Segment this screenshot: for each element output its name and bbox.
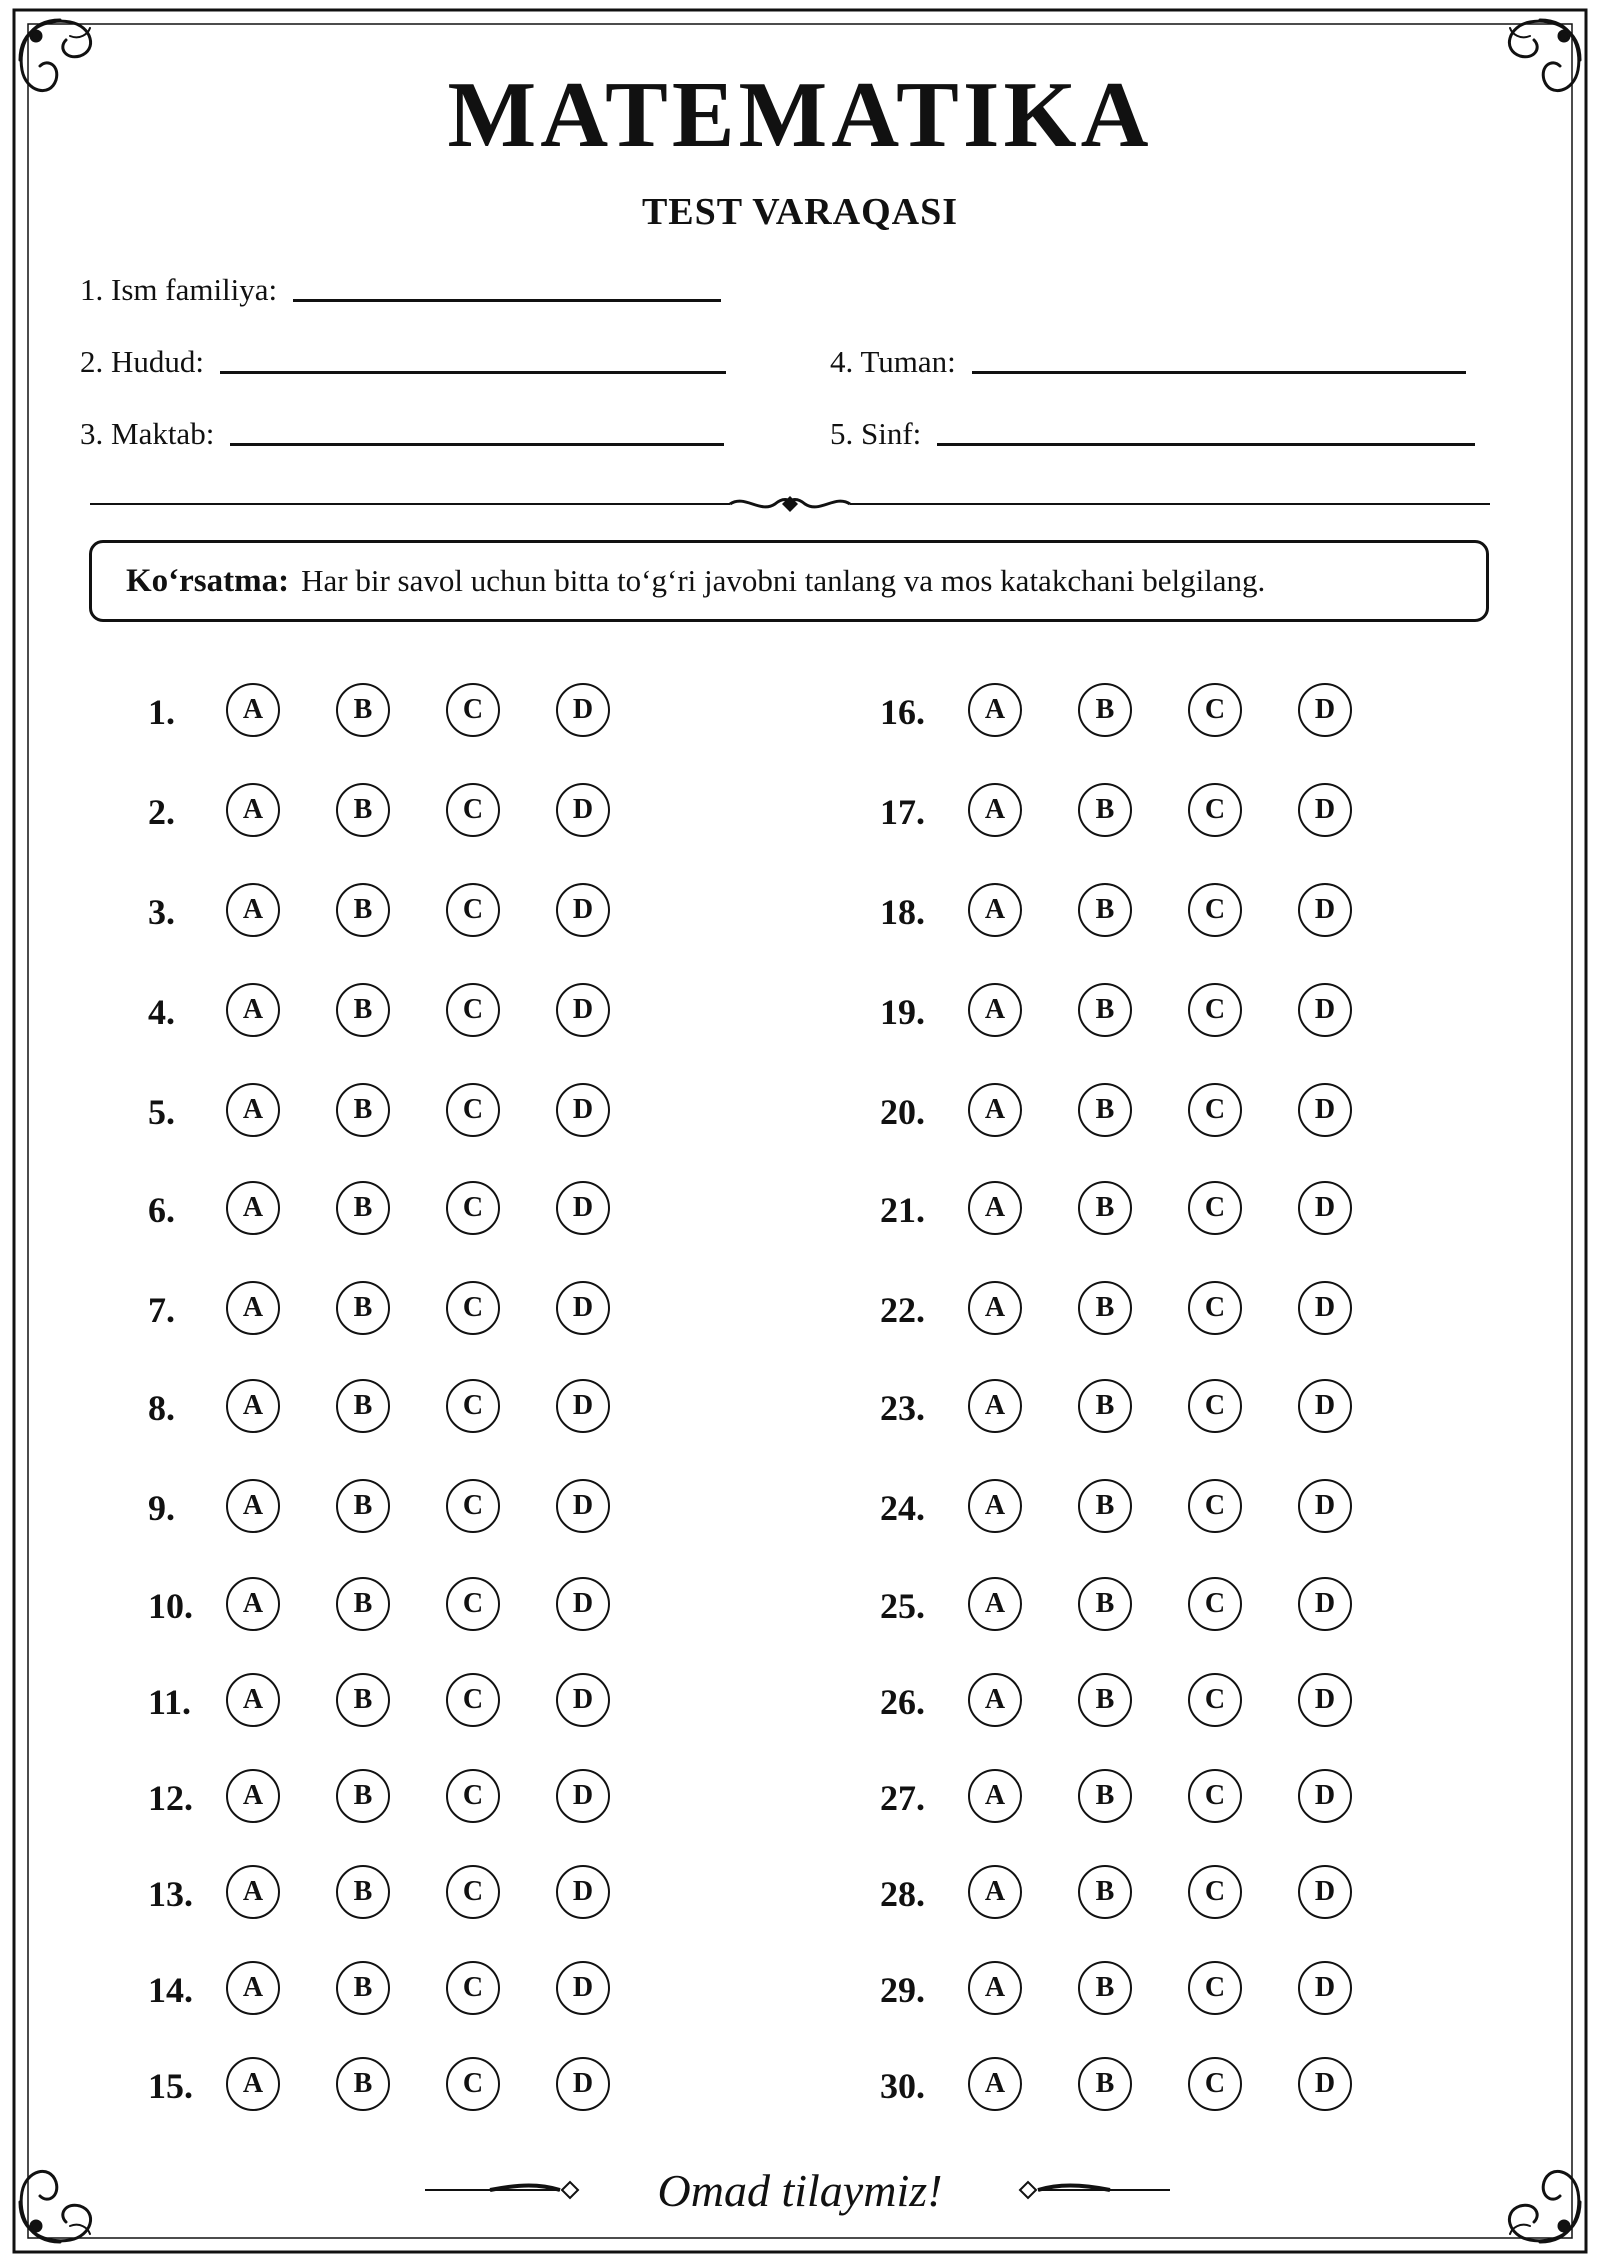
answer-bubble-a[interactable]: A <box>968 783 1022 837</box>
answer-bubble-a[interactable]: A <box>226 1769 280 1823</box>
question-row <box>880 1672 1480 1732</box>
field-tuman <box>830 344 1466 380</box>
question-row <box>148 1180 748 1240</box>
question-row <box>148 1576 748 1636</box>
answer-bubble-d[interactable]: D <box>1298 1181 1352 1235</box>
answer-bubble-c[interactable]: C <box>1188 2057 1242 2111</box>
class-input-line[interactable] <box>937 442 1475 446</box>
question-number: 10. <box>148 1586 193 1626</box>
question-row <box>148 682 748 742</box>
answer-bubble-a[interactable]: A <box>968 1865 1022 1919</box>
answer-bubble-a[interactable]: A <box>226 1281 280 1335</box>
answer-bubble-d[interactable]: D <box>1298 1281 1352 1335</box>
answer-bubble-c[interactable]: C <box>1188 1673 1242 1727</box>
answer-bubble-a[interactable]: A <box>226 1479 280 1533</box>
question-row <box>880 2056 1480 2116</box>
field-label: 2. Hudud: <box>80 344 204 379</box>
question-number: 17. <box>880 792 925 832</box>
answer-bubble-d[interactable]: D <box>1298 1479 1352 1533</box>
question-number: 13. <box>148 1874 193 1914</box>
answer-bubble-a[interactable]: A <box>968 1577 1022 1631</box>
answer-bubble-b[interactable]: B <box>1078 1865 1132 1919</box>
question-row <box>880 782 1480 842</box>
question-row <box>880 1576 1480 1636</box>
answer-bubble-a[interactable]: A <box>226 1865 280 1919</box>
question-number: 30. <box>880 2066 925 2106</box>
answer-bubble-c[interactable]: C <box>446 983 500 1037</box>
question-row <box>148 982 748 1042</box>
name-input-line[interactable] <box>293 298 721 302</box>
answer-bubble-b[interactable]: B <box>336 783 390 837</box>
answer-bubble-b[interactable]: B <box>336 1379 390 1433</box>
answer-bubble-c[interactable]: C <box>1188 1083 1242 1137</box>
question-number: 8. <box>148 1388 175 1428</box>
answer-bubble-c[interactable]: C <box>446 1281 500 1335</box>
answer-bubble-b[interactable]: B <box>336 1479 390 1533</box>
answer-bubble-a[interactable]: A <box>226 1673 280 1727</box>
question-number: 28. <box>880 1874 925 1914</box>
answer-bubble-d[interactable]: D <box>556 1865 610 1919</box>
question-row <box>880 1180 1480 1240</box>
answer-bubble-a[interactable]: A <box>968 1181 1022 1235</box>
question-number: 3. <box>148 892 175 932</box>
footer <box>0 2160 1600 2220</box>
question-row <box>880 882 1480 942</box>
answer-bubble-b[interactable]: B <box>336 1281 390 1335</box>
answer-bubble-a[interactable]: A <box>226 1083 280 1137</box>
question-number: 26. <box>880 1682 925 1722</box>
answer-bubble-d[interactable]: D <box>556 983 610 1037</box>
answer-bubble-b[interactable]: B <box>1078 983 1132 1037</box>
answer-bubble-c[interactable]: C <box>1188 983 1242 1037</box>
answer-bubble-b[interactable]: B <box>1078 2057 1132 2111</box>
answer-bubble-d[interactable]: D <box>1298 783 1352 837</box>
answer-bubble-b[interactable]: B <box>336 683 390 737</box>
instruction-label: Ko‘rsatma: <box>126 562 290 599</box>
question-number: 25. <box>880 1586 925 1626</box>
answer-bubble-a[interactable]: A <box>968 1961 1022 2015</box>
answer-bubble-d[interactable]: D <box>1298 1083 1352 1137</box>
answer-bubble-b[interactable]: B <box>336 883 390 937</box>
answer-bubble-c[interactable]: C <box>446 2057 500 2111</box>
answer-bubble-a[interactable]: A <box>226 683 280 737</box>
answer-bubble-d[interactable]: D <box>556 1673 610 1727</box>
answer-bubble-d[interactable]: D <box>556 1083 610 1137</box>
footer-text: Omad tilaymiz! <box>657 2165 943 2216</box>
instruction-box <box>89 540 1489 622</box>
answer-bubble-a[interactable]: A <box>226 1577 280 1631</box>
page-title: MATEMATIKA <box>447 63 1153 167</box>
answer-bubble-a[interactable]: A <box>226 1961 280 2015</box>
instruction-text: Har bir savol uchun bitta to‘g‘ri javobni tanlang va mos katakchani belgilang. <box>301 563 1266 598</box>
answer-bubble-d[interactable]: D <box>556 2057 610 2111</box>
answer-bubble-a[interactable]: A <box>968 2057 1022 2111</box>
answer-bubble-c[interactable]: C <box>1188 1479 1242 1533</box>
answer-bubble-d[interactable]: D <box>556 1577 610 1631</box>
answer-bubble-c[interactable]: C <box>1188 1577 1242 1631</box>
answer-bubble-c[interactable]: C <box>446 1379 500 1433</box>
question-row <box>148 1960 748 2020</box>
answer-bubble-c[interactable]: C <box>1188 1181 1242 1235</box>
answer-bubble-b[interactable]: B <box>1078 1577 1132 1631</box>
answer-bubble-c[interactable]: C <box>1188 783 1242 837</box>
answer-bubble-b[interactable]: B <box>1078 683 1132 737</box>
answer-bubble-c[interactable]: C <box>446 683 500 737</box>
answer-bubble-d[interactable]: D <box>1298 1577 1352 1631</box>
question-row <box>148 1082 748 1142</box>
answer-bubble-d[interactable]: D <box>1298 2057 1352 2111</box>
answer-bubble-d[interactable]: D <box>556 1379 610 1433</box>
answer-bubble-c[interactable]: C <box>1188 883 1242 937</box>
separator-ornament <box>90 492 1490 516</box>
answer-bubble-b[interactable]: B <box>336 1083 390 1137</box>
question-row <box>148 1864 748 1924</box>
answer-bubble-b[interactable]: B <box>1078 1961 1132 2015</box>
question-row <box>880 1478 1480 1538</box>
answer-bubble-c[interactable]: C <box>446 1181 500 1235</box>
answer-bubble-b[interactable]: B <box>1078 1083 1132 1137</box>
field-label: 3. Maktab: <box>80 416 215 451</box>
question-number: 4. <box>148 992 175 1032</box>
field-hudud <box>80 344 726 380</box>
answer-bubble-d[interactable]: D <box>1298 883 1352 937</box>
answer-bubble-c[interactable]: C <box>446 1479 500 1533</box>
answer-bubble-a[interactable]: A <box>968 1769 1022 1823</box>
question-number: 24. <box>880 1488 925 1528</box>
question-row <box>148 882 748 942</box>
answer-bubble-d[interactable]: D <box>556 1281 610 1335</box>
question-number: 16. <box>880 692 925 732</box>
answer-bubble-a[interactable]: A <box>968 883 1022 937</box>
answer-bubble-d[interactable]: D <box>1298 1769 1352 1823</box>
question-number: 27. <box>880 1778 925 1818</box>
answer-bubble-a[interactable]: A <box>968 1479 1022 1533</box>
region-input-line[interactable] <box>220 370 726 374</box>
answer-bubble-c[interactable]: C <box>1188 1865 1242 1919</box>
question-row <box>148 2056 748 2116</box>
answer-bubble-b[interactable]: B <box>1078 1379 1132 1433</box>
question-number: 7. <box>148 1290 175 1330</box>
question-number: 29. <box>880 1970 925 2010</box>
answer-bubble-c[interactable]: C <box>446 1769 500 1823</box>
district-input-line[interactable] <box>972 370 1466 374</box>
answer-bubble-a[interactable]: A <box>968 983 1022 1037</box>
question-row <box>880 1864 1480 1924</box>
answer-bubble-a[interactable]: A <box>226 2057 280 2111</box>
question-number: 9. <box>148 1488 175 1528</box>
answer-bubble-b[interactable]: B <box>336 1769 390 1823</box>
question-number: 5. <box>148 1092 175 1132</box>
field-sinf <box>830 416 1475 452</box>
answer-bubble-a[interactable]: A <box>968 1379 1022 1433</box>
question-number: 14. <box>148 1970 193 2010</box>
answer-bubble-c[interactable]: C <box>1188 1769 1242 1823</box>
answer-bubble-c[interactable]: C <box>446 1865 500 1919</box>
page-subtitle: TEST VARAQASI <box>641 191 959 233</box>
answer-bubble-c[interactable]: C <box>446 1577 500 1631</box>
answer-bubble-c[interactable]: C <box>1188 1961 1242 2015</box>
question-number: 11. <box>148 1682 192 1722</box>
answer-bubble-b[interactable]: B <box>1078 1479 1132 1533</box>
question-row <box>148 1768 748 1828</box>
question-row <box>880 682 1480 742</box>
question-row <box>880 1768 1480 1828</box>
answer-bubble-a[interactable]: A <box>968 683 1022 737</box>
answer-bubble-d[interactable]: D <box>556 683 610 737</box>
question-number: 22. <box>880 1290 925 1330</box>
question-number: 2. <box>148 792 175 832</box>
question-row <box>880 1280 1480 1340</box>
question-number: 12. <box>148 1778 193 1818</box>
question-number: 18. <box>880 892 925 932</box>
answer-bubble-d[interactable]: D <box>1298 1865 1352 1919</box>
field-label: 5. Sinf: <box>830 416 922 451</box>
question-number: 1. <box>148 692 175 732</box>
question-number: 20. <box>880 1092 925 1132</box>
question-row <box>880 1082 1480 1142</box>
answer-bubble-a[interactable]: A <box>226 983 280 1037</box>
answer-bubble-b[interactable]: B <box>336 1181 390 1235</box>
school-input-line[interactable] <box>230 442 724 446</box>
answer-bubble-b[interactable]: B <box>1078 783 1132 837</box>
question-number: 21. <box>880 1190 925 1230</box>
answer-bubble-a[interactable]: A <box>226 783 280 837</box>
answer-bubble-b[interactable]: B <box>1078 1281 1132 1335</box>
answer-bubble-b[interactable]: B <box>1078 1181 1132 1235</box>
question-number: 19. <box>880 992 925 1032</box>
field-label: 1. Ism familiya: <box>80 272 278 307</box>
answer-bubble-d[interactable]: D <box>1298 983 1352 1037</box>
field-maktab <box>80 416 724 452</box>
answer-bubble-d[interactable]: D <box>556 883 610 937</box>
answer-bubble-c[interactable]: C <box>1188 683 1242 737</box>
answer-bubble-b[interactable]: B <box>336 983 390 1037</box>
answer-bubble-b[interactable]: B <box>336 1577 390 1631</box>
question-row <box>148 1280 748 1340</box>
field-ism-familiya <box>80 272 721 308</box>
field-label: 4. Tuman: <box>830 344 956 379</box>
answer-bubble-d[interactable]: D <box>1298 1961 1352 2015</box>
answer-bubble-c[interactable]: C <box>446 1083 500 1137</box>
answer-bubble-c[interactable]: C <box>1188 1281 1242 1335</box>
answer-bubble-d[interactable]: D <box>556 1769 610 1823</box>
answer-bubble-a[interactable]: A <box>226 1379 280 1433</box>
answer-bubble-d[interactable]: D <box>1298 683 1352 737</box>
answer-bubble-b[interactable]: B <box>336 1673 390 1727</box>
question-row <box>148 782 748 842</box>
answer-bubble-a[interactable]: A <box>968 1673 1022 1727</box>
question-row <box>148 1672 748 1732</box>
answer-bubble-c[interactable]: C <box>446 1961 500 2015</box>
question-number: 6. <box>148 1190 175 1230</box>
answer-bubble-a[interactable]: A <box>226 883 280 937</box>
answer-bubble-b[interactable]: B <box>336 2057 390 2111</box>
answer-bubble-c[interactable]: C <box>446 883 500 937</box>
question-number: 15. <box>148 2066 193 2106</box>
answer-bubble-d[interactable]: D <box>1298 1673 1352 1727</box>
answer-bubble-d[interactable]: D <box>556 1181 610 1235</box>
question-number: 23. <box>880 1388 925 1428</box>
question-row <box>880 982 1480 1042</box>
answer-bubble-b[interactable]: B <box>336 1961 390 2015</box>
answer-bubble-d[interactable]: D <box>556 1479 610 1533</box>
answer-bubble-a[interactable]: A <box>968 1281 1022 1335</box>
question-row <box>148 1378 748 1438</box>
answer-bubble-c[interactable]: C <box>446 1673 500 1727</box>
answer-bubble-b[interactable]: B <box>1078 1673 1132 1727</box>
answer-bubble-a[interactable]: A <box>968 1083 1022 1137</box>
answer-bubble-c[interactable]: C <box>1188 1379 1242 1433</box>
question-row <box>880 1378 1480 1438</box>
answer-bubble-c[interactable]: C <box>446 783 500 837</box>
answer-bubble-d[interactable]: D <box>1298 1379 1352 1433</box>
answer-bubble-b[interactable]: B <box>1078 1769 1132 1823</box>
answer-bubble-a[interactable]: A <box>226 1181 280 1235</box>
answer-bubble-d[interactable]: D <box>556 783 610 837</box>
question-row <box>148 1478 748 1538</box>
answer-bubble-d[interactable]: D <box>556 1961 610 2015</box>
answer-bubble-b[interactable]: B <box>336 1865 390 1919</box>
question-row <box>880 1960 1480 2020</box>
answer-bubble-b[interactable]: B <box>1078 883 1132 937</box>
